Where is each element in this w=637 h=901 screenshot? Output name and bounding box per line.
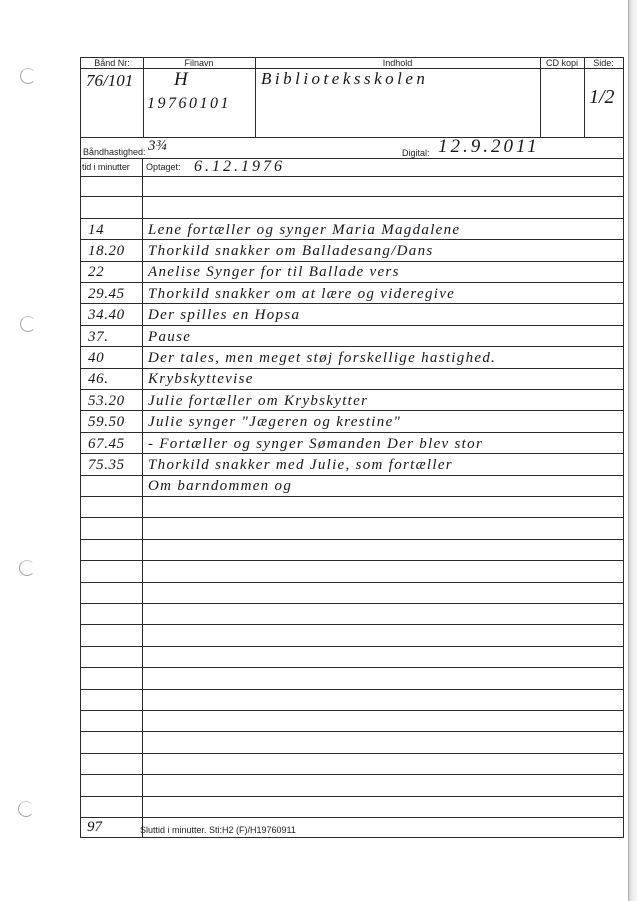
band-nr-label: Bånd Nr:: [94, 58, 130, 68]
tape-log-form: [80, 57, 624, 838]
log-row: [81, 583, 623, 604]
log-time: 37.: [88, 328, 109, 345]
log-time: 40: [88, 350, 105, 367]
time-column-label: tid i minutter: [82, 162, 130, 172]
log-row: [81, 390, 623, 411]
log-text: Thorkild snakker om at lære og videregive: [148, 285, 456, 302]
log-text: Der tales, men meget støj forskellige hastighed.: [148, 350, 497, 367]
log-row: [81, 561, 623, 582]
log-row: [81, 690, 623, 711]
log-row: [81, 497, 623, 518]
speed-value: 3¾: [148, 138, 167, 154]
log-text: Om barndommen og: [148, 478, 293, 495]
log-row: [81, 197, 623, 218]
band-nr-value: 76/101: [86, 71, 134, 90]
log-row: [81, 347, 623, 368]
log-row: [81, 262, 623, 283]
punch-hole: [19, 560, 35, 576]
log-text: Thorkild snakker om Balladesang/Dans: [148, 243, 434, 260]
log-row: [81, 775, 623, 796]
recorded-value: 6.12.1976: [194, 158, 285, 175]
log-row: [81, 476, 623, 497]
log-time: 46.: [88, 371, 109, 388]
filnavn-value: 19760101: [147, 95, 231, 112]
log-text: Krybskyttevise: [148, 371, 254, 388]
punch-hole: [20, 316, 36, 332]
log-row: [81, 176, 623, 197]
log-row: [81, 732, 623, 753]
log-text: - Fortæller og synger Sømanden Der blev stor: [148, 435, 484, 452]
punch-hole: [18, 801, 34, 817]
side-label: Side:: [593, 58, 614, 68]
log-time: 75.35: [88, 457, 125, 474]
log-row: [81, 283, 623, 304]
log-entries: [81, 58, 623, 837]
log-time: 67.45: [88, 435, 125, 452]
log-text: Julie synger "Jægeren og krestine": [148, 414, 402, 431]
log-row: [81, 411, 623, 432]
recorded-label: Optaget:: [146, 162, 181, 172]
log-row: [81, 625, 623, 646]
end-time-value: 97: [87, 819, 102, 835]
footer-note: Sluttid i minutter. Sti:H2 (F)/H19760911: [140, 825, 296, 835]
cd-kopi-label: CD kopi: [545, 58, 578, 68]
log-text: Lene fortæller og synger Maria Magdalene: [148, 221, 461, 238]
log-text: Thorkild snakker med Julie, som fortæller: [148, 457, 453, 474]
side-value: 1/2: [589, 86, 615, 108]
log-row: [81, 604, 623, 625]
log-text: Julie fortæller om Krybskytter: [148, 392, 369, 409]
log-row: [81, 518, 623, 539]
filnavn-prefix: H: [174, 69, 188, 90]
log-row: [81, 304, 623, 325]
scan-edge-shadow: [628, 0, 637, 901]
filnavn-label: Filnavn: [184, 58, 214, 68]
log-row: [81, 797, 623, 818]
log-row: [81, 540, 623, 561]
log-time: 34.40: [88, 307, 125, 324]
log-row: [81, 433, 623, 454]
log-text: Anelise Synger for til Ballade vers: [148, 264, 400, 281]
log-time: 14: [88, 221, 105, 238]
log-time: 59.50: [88, 414, 125, 431]
indhold-value: Biblioteksskolen: [261, 69, 429, 88]
log-row: [81, 711, 623, 732]
log-row: [81, 647, 623, 668]
punch-hole: [20, 68, 36, 84]
digital-label: Digital:: [402, 148, 430, 158]
log-row: [81, 240, 623, 261]
log-row: [81, 219, 623, 240]
log-row: [81, 326, 623, 347]
log-time: 53.20: [88, 392, 125, 409]
log-text: Pause: [148, 328, 192, 345]
log-row: [81, 369, 623, 390]
log-row: [81, 668, 623, 689]
log-row: [81, 454, 623, 475]
speed-label: Båndhastighed:: [83, 147, 146, 157]
log-time: 22: [88, 264, 105, 281]
digital-value: 12.9.2011: [438, 136, 540, 157]
log-time: 29.45: [88, 285, 125, 302]
log-time: 18.20: [88, 243, 125, 260]
indhold-label: Indhold: [382, 58, 413, 68]
log-row: [81, 754, 623, 775]
log-text: Der spilles en Hopsa: [148, 307, 301, 324]
